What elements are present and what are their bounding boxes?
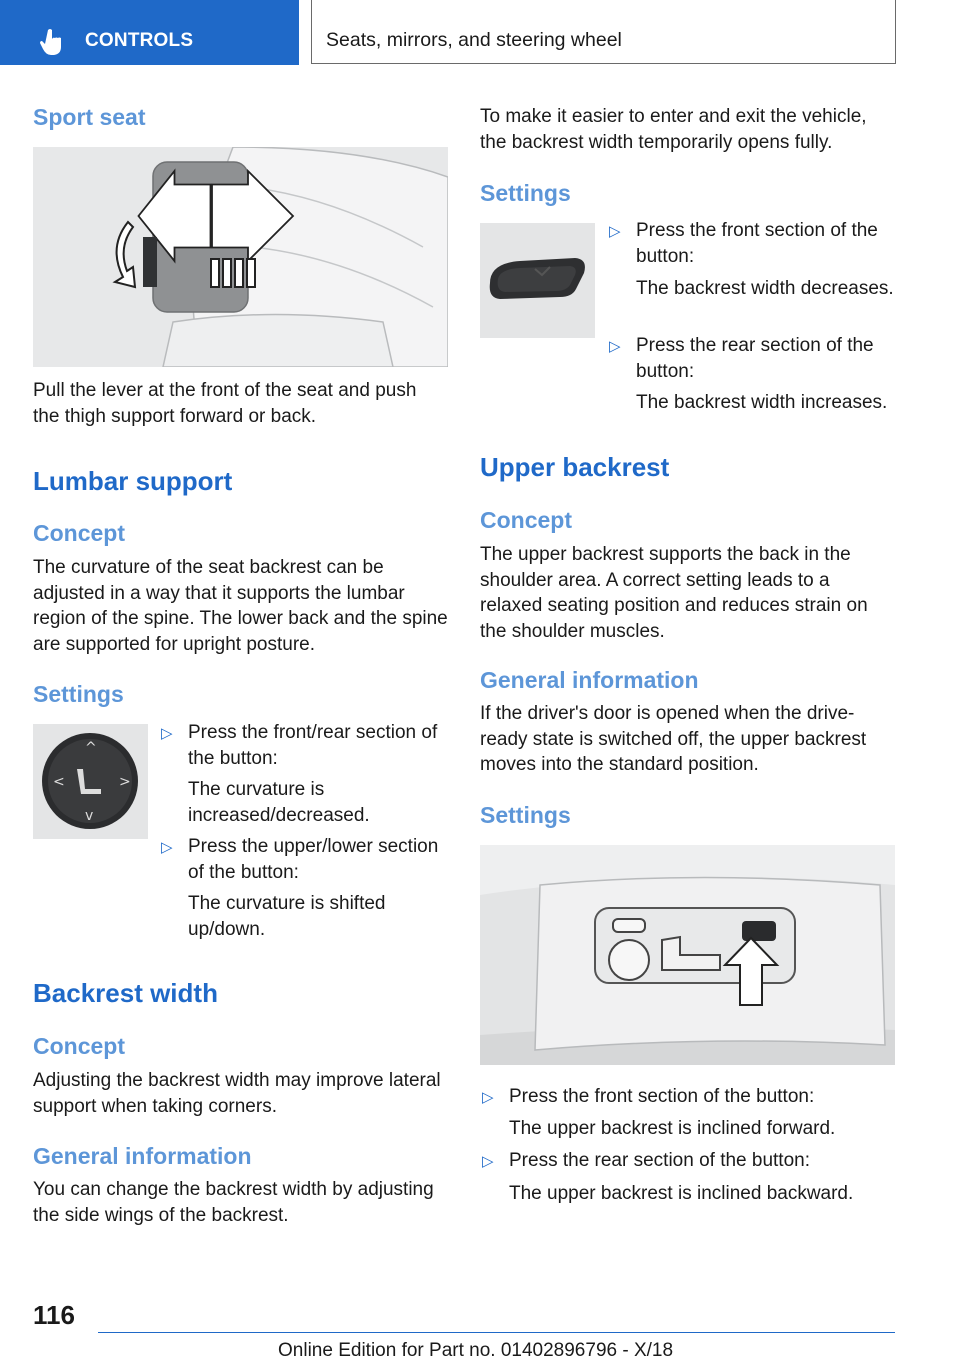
upper-backrest-general-title: General information — [480, 667, 699, 693]
upper-backrest-item-2-result: The upper backrest is inclined backward. — [509, 1183, 854, 1204]
lumbar-concept-title: Concept — [33, 520, 125, 546]
sport-seat-illustration — [33, 147, 448, 367]
chapter-title: Seats, mirrors, and steering wheel — [326, 29, 622, 51]
footer-rule — [98, 1332, 895, 1333]
sport-seat-title: Sport seat — [33, 104, 146, 130]
hand-pointer-icon — [40, 28, 64, 56]
upper-backrest-concept-text: The upper backrest supports the back in the shoulder area. A correct setting leads to a relaxed seating position and reduces strain on the shoulder muscles. — [480, 544, 868, 642]
backrest-width-settings-title: Settings — [480, 180, 571, 206]
upper-backrest-title: Upper backrest — [480, 452, 670, 482]
upper-backrest-item-1-result: The upper backrest is inclined forward. — [509, 1118, 836, 1139]
upper-backrest-settings-title: Settings — [480, 802, 571, 828]
lumbar-item-1-result: The curvature is increased/decreased. — [188, 779, 370, 826]
lumbar-item-2-result: The curvature is shifted up/down. — [188, 893, 386, 940]
lumbar-item-1-action: Press the front/rear section of the button: — [188, 722, 438, 769]
lumbar-item-2-action: Press the upper/lower section of the button: — [188, 836, 439, 883]
lumbar-concept-text: The curvature of the seat backrest can be adjusted in a way that it supports the lumbar region of the spine. The lower back and the spine are supported for upright posture. — [33, 557, 448, 655]
edition-text: Online Edition for Part no. 01402896796 - X/18 — [278, 1340, 674, 1361]
upper-backrest-concept-title: Concept — [480, 507, 572, 533]
bullet-triangle-icon: ▷ — [609, 223, 621, 240]
lumbar-support-title: Lumbar support — [33, 466, 233, 496]
backrest-width-item-2-action: Press the rear section of the button: — [636, 335, 874, 382]
chapter-header — [311, 0, 896, 64]
page-number: 116 — [33, 1300, 75, 1330]
upper-backrest-item-1-action: Press the front section of the button: — [509, 1086, 815, 1107]
upper-backrest-item-2-action: Press the rear section of the button: — [509, 1150, 811, 1171]
bullet-triangle-icon: ▷ — [161, 725, 173, 742]
svg-text:^: ^ — [85, 740, 97, 756]
lumbar-button-image — [33, 724, 148, 839]
section-tab — [0, 0, 299, 65]
bullet-triangle-icon: ▷ — [482, 1089, 494, 1106]
backrest-width-general-text: You can change the backrest width by adjusting the side wings of the backrest. — [33, 1179, 434, 1226]
backrest-width-item-1-action: Press the front section of the button: — [636, 220, 878, 267]
bullet-triangle-icon: ▷ — [609, 338, 621, 355]
svg-text:<: < — [53, 774, 65, 790]
bullet-triangle-icon: ▷ — [482, 1153, 494, 1170]
backrest-width-general-title: General information — [33, 1143, 252, 1169]
backrest-width-intro-text: To make it easier to enter and exit the vehicle, the backrest width temporarily opens fully. — [480, 106, 867, 153]
backrest-width-title: Backrest width — [33, 978, 218, 1008]
svg-text:v: v — [85, 808, 94, 824]
backrest-width-concept-title: Concept — [33, 1033, 125, 1059]
backrest-width-item-1-result: The backrest width decreases. — [636, 278, 894, 299]
lumbar-settings-title: Settings — [33, 681, 124, 707]
upper-backrest-general-text: If the driver's door is opened when the drive-ready state is switched off, the upper backrest moves into the standard position. — [480, 703, 867, 775]
bullet-triangle-icon: ▷ — [161, 839, 173, 856]
backrest-width-button-image — [480, 223, 595, 338]
backrest-width-item-2-result: The backrest width increases. — [636, 392, 888, 413]
svg-text:>: > — [119, 774, 131, 790]
sport-seat-text: Pull the lever at the front of the seat and push the thigh support forward or back. — [33, 380, 417, 427]
backrest-width-concept-text: Adjusting the backrest width may improve lateral support when taking corners. — [33, 1070, 441, 1117]
upper-backrest-switch-illustration — [480, 845, 895, 1065]
section-title: CONTROLS — [85, 30, 194, 51]
